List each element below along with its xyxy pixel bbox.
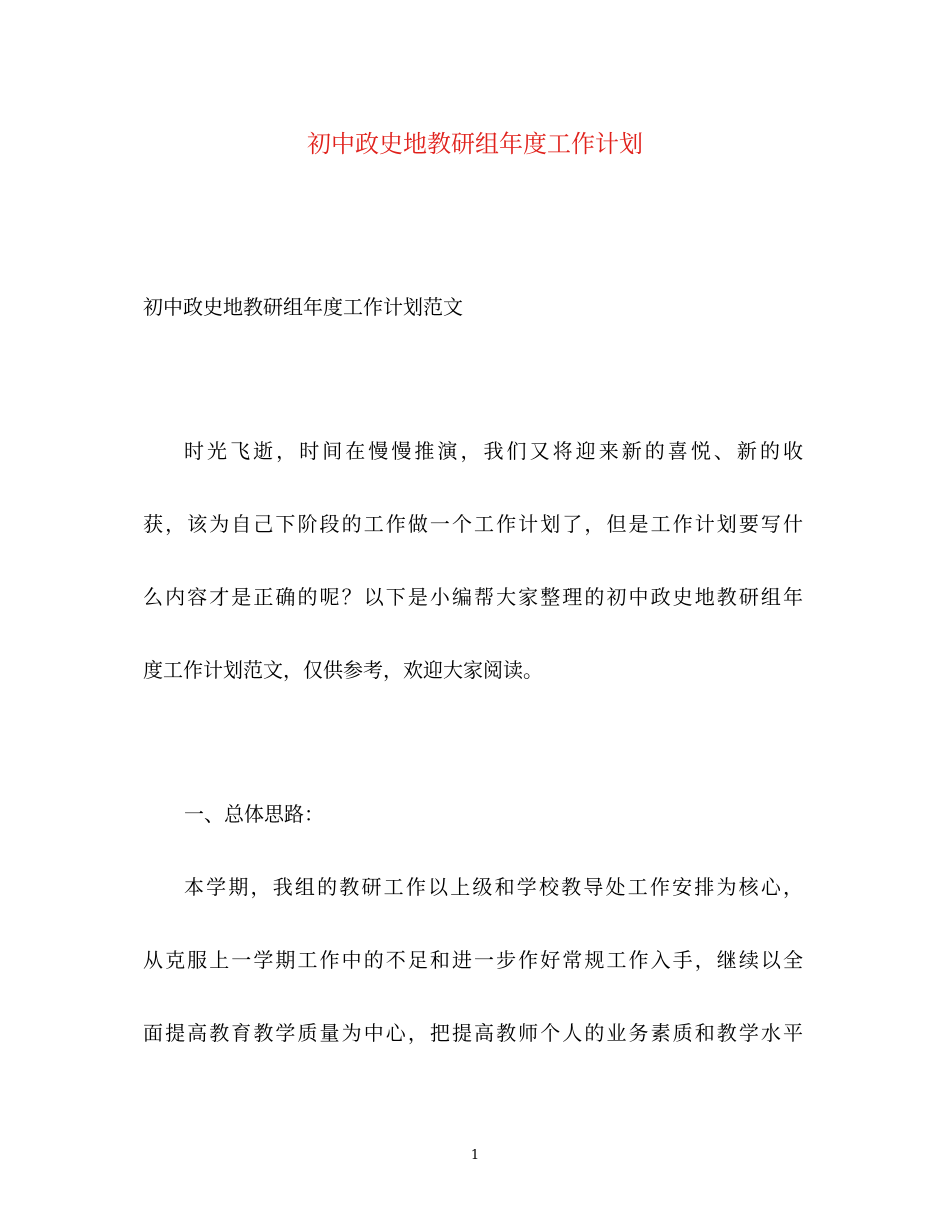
body-line-3: 面提高教育教学质量为中心，把提高教师个人的业务素质和教学水平 [143,1021,803,1045]
intro-line-2: 获，该为自己下阶段的工作做一个工作计划了，但是工作计划要写什 [143,512,803,536]
document-title: 初中政史地教研组年度工作计划 [307,130,643,158]
body-line-2: 从克服上一学期工作中的不足和进一步作好常规工作入手，继续以全 [143,948,803,972]
document-subtitle: 初中政史地教研组年度工作计划范文 [143,295,463,319]
body-line-1: 本学期，我组的教研工作以上级和学校教导处工作安排为核心， [184,875,803,899]
intro-line-4: 度工作计划范文，仅供参考，欢迎大家阅读。 [143,658,543,682]
intro-line-3: 么内容才是正确的呢？以下是小编帮大家整理的初中政史地教研组年 [143,585,803,609]
page-number: 1 [470,1148,480,1163]
section-heading: 一、总体思路： [184,802,324,826]
intro-line-1: 时光飞逝，时间在慢慢推演，我们又将迎来新的喜悦、新的收 [184,439,803,463]
